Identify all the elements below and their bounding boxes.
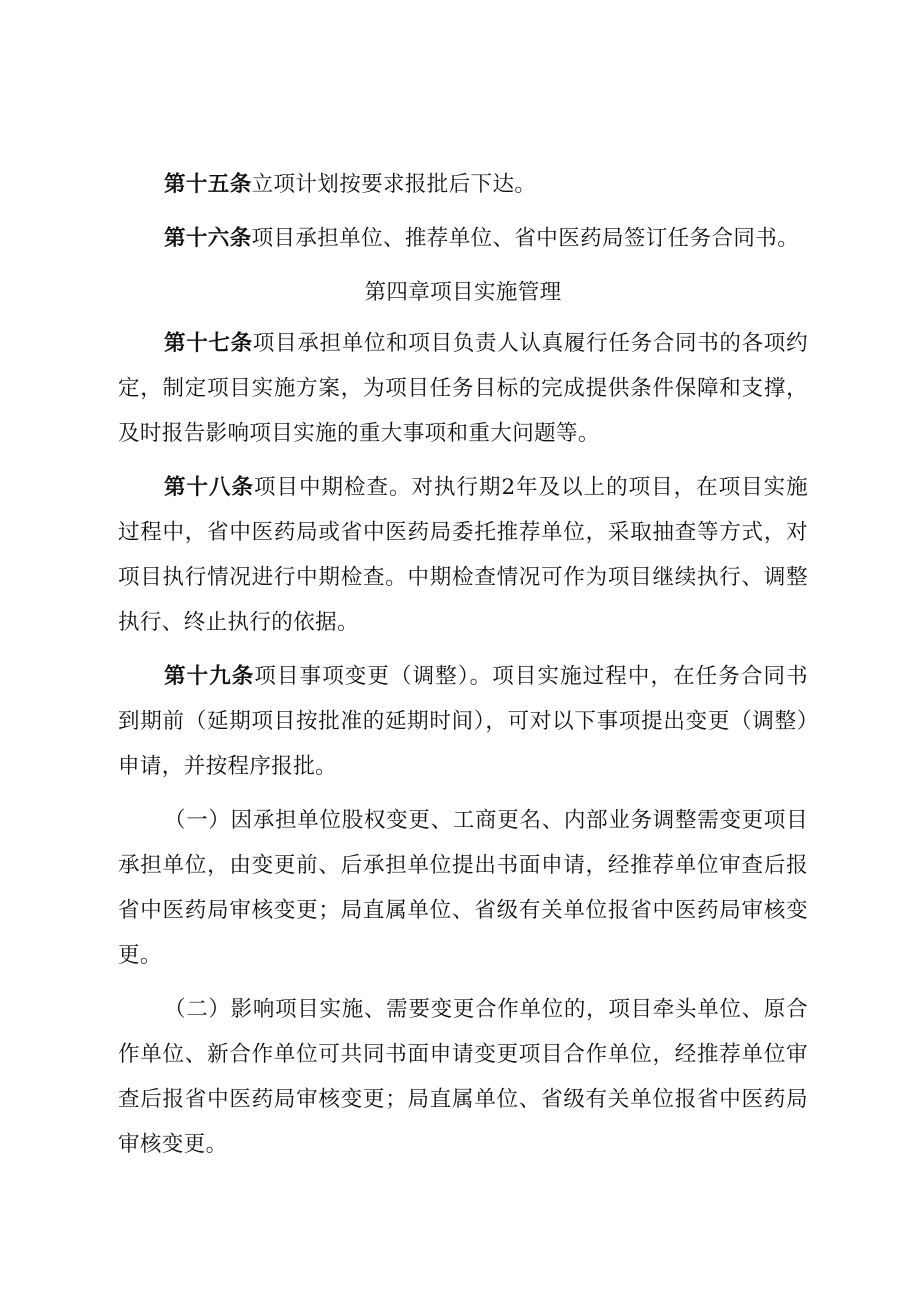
article-16-heading: 第十六条 bbox=[164, 226, 252, 251]
article-19-heading: 第十九条 bbox=[164, 664, 255, 689]
article-18-heading: 第十八条 bbox=[164, 475, 254, 500]
article-18-paragraph bbox=[118, 465, 808, 645]
list-item-1: （一）因承担单位股权变更、工商更名、内部业务调整需变更项目承担单位，由变更前、后承担单位提出书面申请，经推荐单位审查后报省中医药局审核变更；局直属单位、省级有关单位报省中医药局审核变更。 bbox=[118, 808, 808, 968]
list-item-2: （二）影响项目实施、需要变更合作单位的，项目牵头单位、原合作单位、新合作单位可共同书面申请变更项目合作单位，经推荐单位审查后报省中医药局审核变更；局直属单位、省级有关单位报省中医药局审核变更。 bbox=[118, 997, 808, 1157]
article-19-paragraph bbox=[118, 654, 808, 789]
article-17-heading: 第十七条 bbox=[164, 331, 253, 356]
chapter-title: 第四章项目实施管理 bbox=[364, 280, 562, 305]
article-16-paragraph bbox=[118, 216, 808, 261]
article-19-text: 项目事项变更（调整）。项目实施过程中，在任务合同书到期前（延期项目按批准的延期时间），可对以下事项提出变更（调整）申请，并按程序报批。 bbox=[118, 664, 808, 779]
document-body bbox=[118, 162, 808, 1176]
article-15-text: 立项计划按要求报批后下达。 bbox=[251, 172, 537, 197]
article-17-paragraph bbox=[118, 321, 808, 456]
article-17-text: 项目承担单位和项目负责人认真履行任务合同书的各项约定，制定项目实施方案，为项目任务目标的完成提供条件保障和支撑，及时报告影响项目实施的重大事项和重大问题等。 bbox=[118, 331, 808, 446]
article-18-text: 项目中期检查。对执行期2年及以上的项目，在项目实施过程中，省中医药局或省中医药局委托推荐单位，采取抽查等方式，对项目执行情况进行中期检查。中期检查情况可作为项目继续执行、调整执行、终止执行的依据。 bbox=[118, 475, 808, 635]
article-16-text: 项目承担单位、推荐单位、省中医药局签订任务合同书。 bbox=[251, 226, 800, 251]
article-15-heading: 第十五条 bbox=[164, 172, 252, 197]
article-15-paragraph bbox=[118, 162, 808, 207]
